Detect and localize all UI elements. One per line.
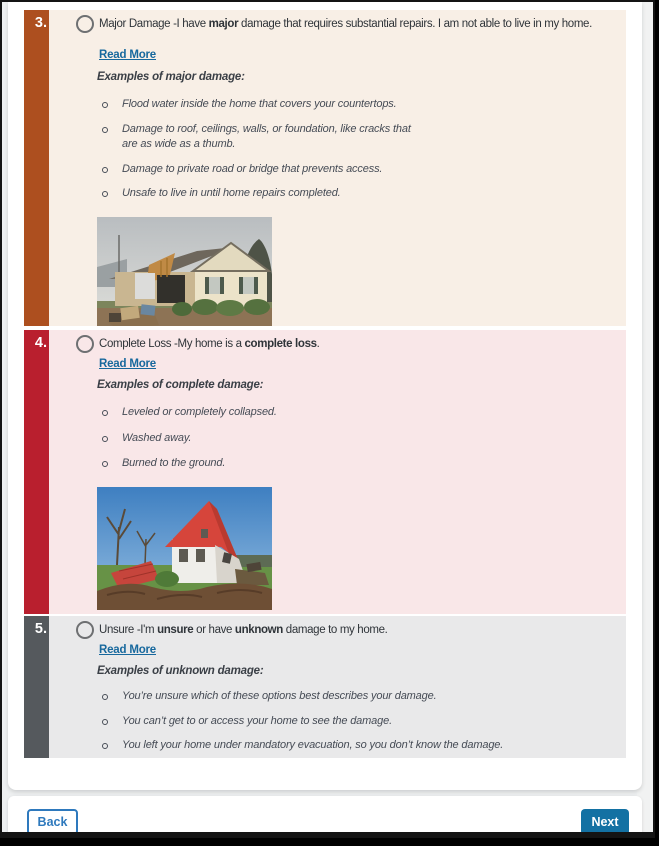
radio-unsure[interactable] bbox=[76, 621, 94, 639]
option-stripe-complete bbox=[24, 330, 49, 614]
complete-loss-photo bbox=[97, 487, 272, 610]
option-card-complete-loss bbox=[24, 330, 626, 614]
option-number: 4. bbox=[34, 335, 47, 351]
example-bullet: You left your home under mandatory evacuation, so you don’t know the damage. bbox=[100, 738, 626, 754]
examples-heading: Examples of complete damage: bbox=[97, 379, 264, 391]
examples-heading: Examples of unknown damage: bbox=[97, 665, 264, 677]
option-stripe-unsure bbox=[24, 616, 49, 758]
example-bullet: Flood water inside the home that covers your countertops. bbox=[100, 97, 422, 113]
example-bullet: You can’t get to or access your home to see the damage. bbox=[100, 714, 626, 730]
option-label-unsure[interactable]: Unsure -I'm unsure or have unknown damage to my home. bbox=[99, 624, 388, 636]
examples-list bbox=[100, 97, 422, 202]
option-card-major-damage bbox=[24, 10, 626, 326]
option-label-complete-loss[interactable]: Complete Loss -My home is a complete loss. bbox=[99, 338, 320, 350]
example-bullet: Burned to the ground. bbox=[100, 456, 626, 472]
examples-heading: Examples of major damage: bbox=[97, 71, 245, 83]
damage-options-panel bbox=[8, 2, 642, 790]
next-button[interactable]: Next bbox=[581, 809, 629, 835]
example-bullet: Washed away. bbox=[100, 431, 626, 447]
option-stripe-major bbox=[24, 10, 49, 326]
read-more-link[interactable]: Read More bbox=[99, 49, 156, 61]
example-bullet: Damage to roof, ceilings, walls, or foundation, like cracks that are as wide as a thumb. bbox=[100, 122, 422, 153]
read-more-link[interactable]: Read More bbox=[99, 644, 156, 656]
examples-list bbox=[100, 405, 626, 472]
radio-major-damage[interactable] bbox=[76, 15, 94, 33]
major-damage-photo bbox=[97, 217, 272, 327]
option-label-major-damage[interactable]: Major Damage -I have major damage that requires substantial repairs. I am not able to live in my home. bbox=[99, 18, 592, 30]
option-number: 3. bbox=[34, 15, 47, 31]
option-number: 5. bbox=[34, 621, 47, 637]
form-navigation-footer bbox=[8, 796, 642, 838]
example-bullet: Leveled or completely collapsed. bbox=[100, 405, 626, 421]
example-bullet: Unsafe to live in until home repairs completed. bbox=[100, 186, 422, 202]
read-more-link[interactable]: Read More bbox=[99, 358, 156, 370]
radio-complete-loss[interactable] bbox=[76, 335, 94, 353]
example-bullet: You’re unsure which of these options best describes your damage. bbox=[100, 689, 626, 705]
example-bullet: Damage to private road or bridge that prevents access. bbox=[100, 162, 422, 178]
option-card-unsure bbox=[24, 616, 626, 758]
examples-list bbox=[100, 689, 626, 754]
back-button[interactable]: Back bbox=[27, 809, 78, 835]
